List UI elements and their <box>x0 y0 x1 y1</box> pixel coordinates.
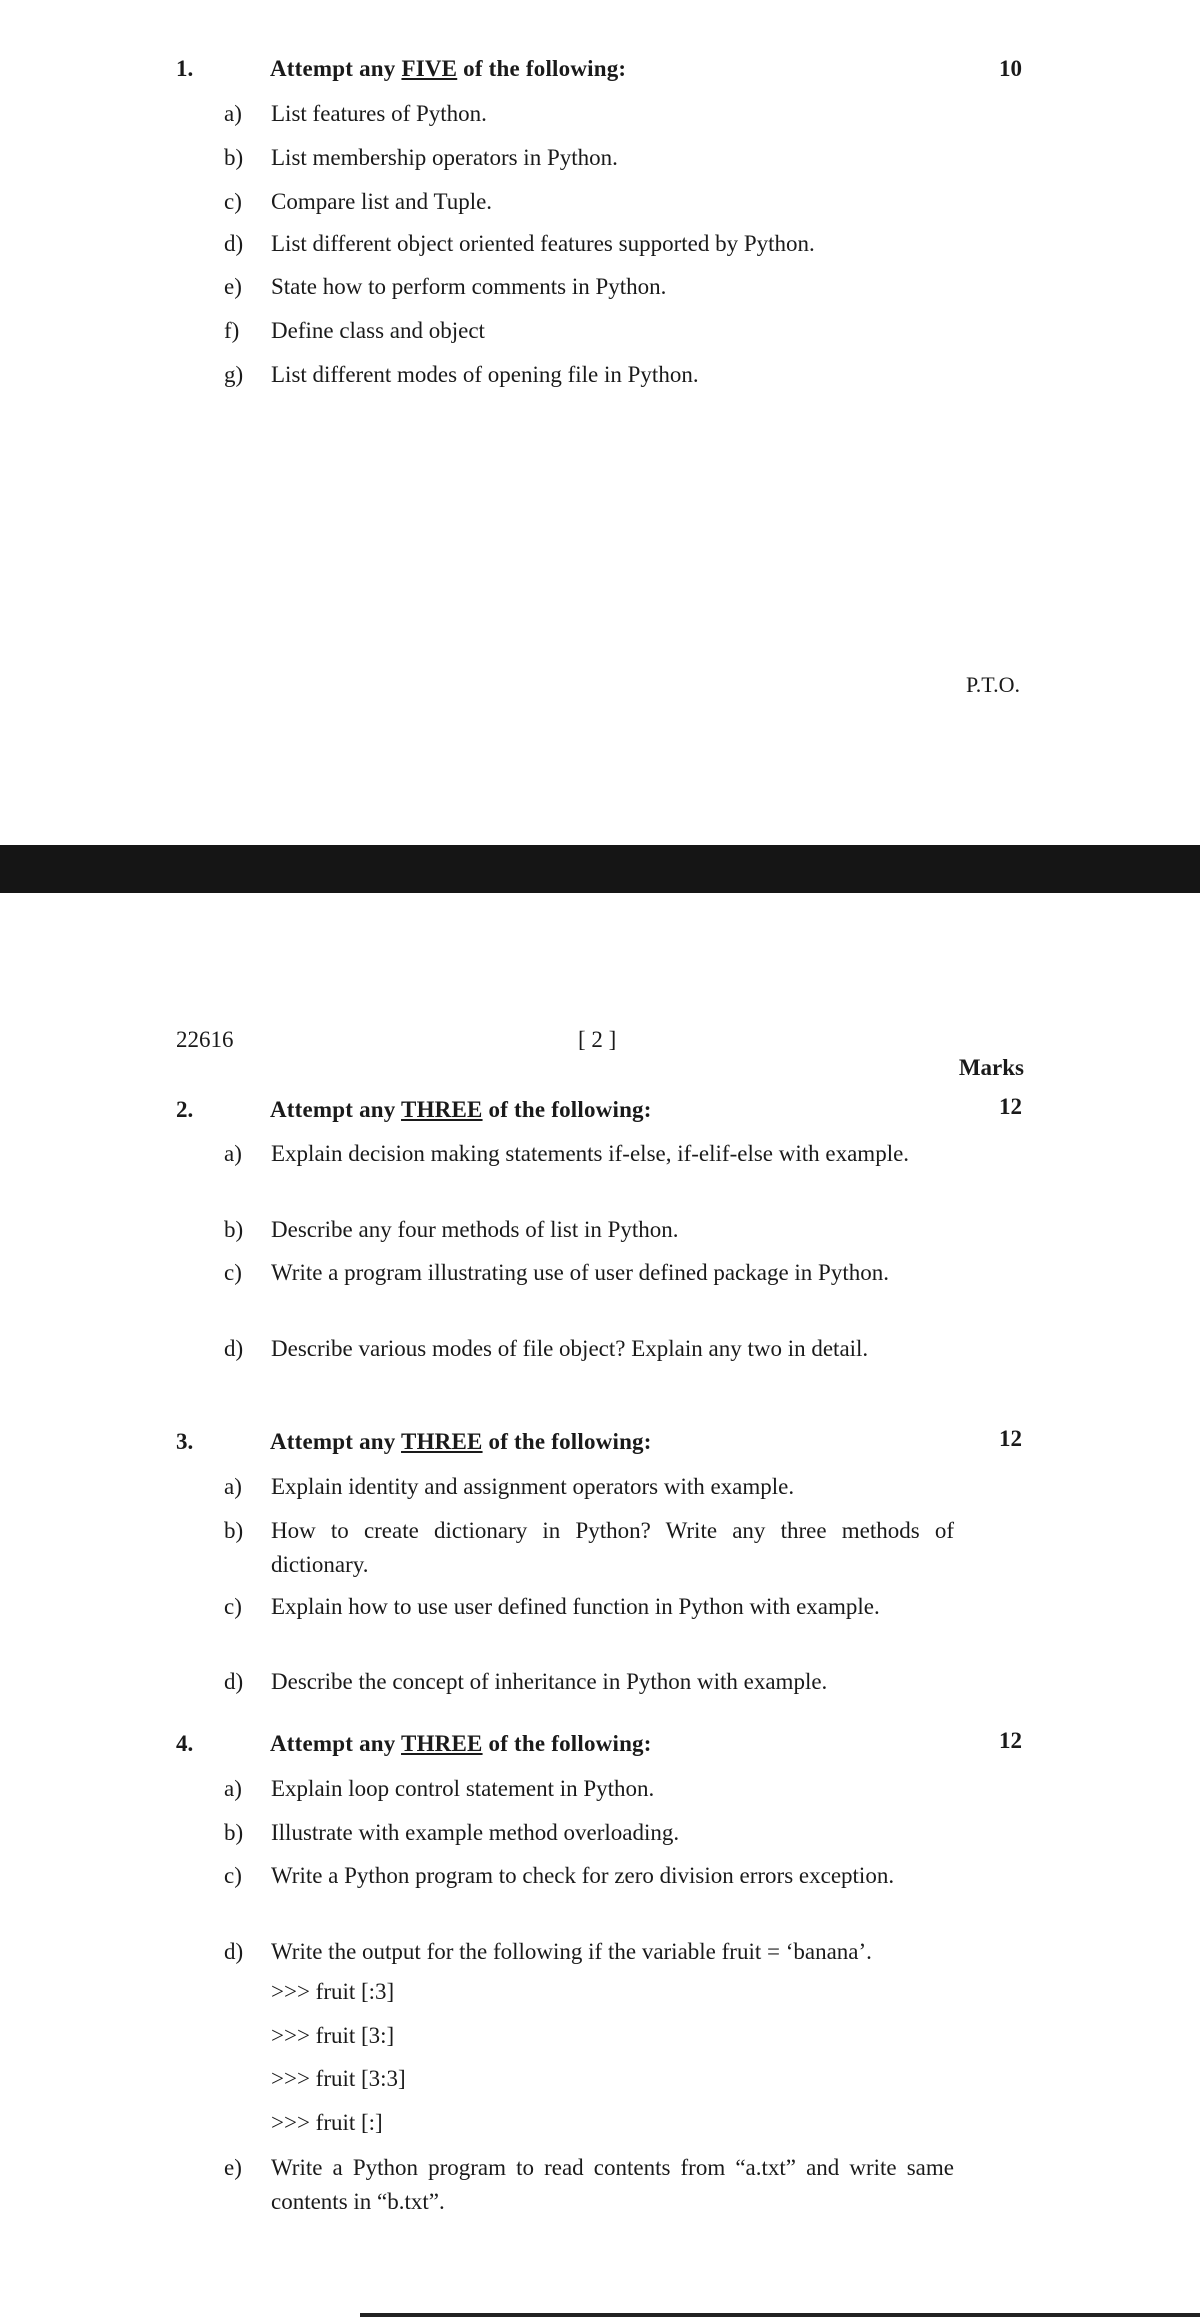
q1-item-label: e) <box>224 274 242 299</box>
q4-item-text: Write a Python program to read contents from “a.txt” and write same contents in “b.txt”. <box>271 2155 954 2214</box>
q4-item-text: Illustrate with example method overloading. <box>271 1820 680 1845</box>
code-line: >>> fruit [:] <box>271 2110 383 2135</box>
q2-item-text: Describe various modes of file object? Explain any two in detail. <box>271 1336 869 1361</box>
q1-item-label: b) <box>224 145 244 170</box>
heading-text: Attempt any <box>270 1731 402 1756</box>
pto-label: P.T.O. <box>966 672 1020 697</box>
q1-item-text: List different modes of opening file in Python. <box>271 362 699 387</box>
q1-item-text: List different object oriented features supported by Python. <box>271 231 815 256</box>
question-1-heading <box>270 56 626 82</box>
heading-text: of the following: <box>457 56 627 81</box>
code-line: >>> fruit [:3] <box>271 1979 395 2004</box>
q3-item-text: How to create dictionary in Python? Write any three methods of dictionary. <box>271 1518 954 1577</box>
q1-item-text: Compare list and Tuple. <box>271 189 493 214</box>
heading-text: of the following: <box>482 1097 652 1122</box>
code-line: >>> fruit [3:] <box>271 2023 395 2048</box>
code-line: >>> fruit [3:3] <box>271 2066 406 2091</box>
heading-keyword: THREE <box>401 1429 483 1454</box>
marks-column-label: Marks <box>958 1055 1024 1080</box>
q4-item-label: b) <box>224 1820 244 1845</box>
q1-item-text: List features of Python. <box>271 101 487 126</box>
heading-keyword: THREE <box>401 1731 483 1756</box>
q4-item-text: Explain loop control statement in Python. <box>271 1776 655 1801</box>
heading-text: Attempt any <box>270 56 402 81</box>
heading-text: Attempt any <box>270 1097 402 1122</box>
question-2-number: 2. <box>176 1097 194 1122</box>
q2-item-text: Describe any four methods of list in Python. <box>271 1217 679 1242</box>
q3-item-label: b) <box>224 1518 244 1543</box>
question-2-heading <box>270 1097 652 1123</box>
q1-item-text: State how to perform comments in Python. <box>271 274 667 299</box>
paper-code: 22616 <box>176 1027 234 1052</box>
page-number: [ 2 ] <box>578 1027 617 1052</box>
heading-keyword: THREE <box>401 1097 483 1122</box>
q1-item-label: d) <box>224 231 244 256</box>
question-1-marks: 10 <box>999 56 1022 81</box>
q2-item-label: a) <box>224 1141 242 1166</box>
page-separator-band <box>0 845 1200 893</box>
heading-text: Attempt any <box>270 1429 402 1454</box>
heading-text: of the following: <box>482 1731 652 1756</box>
question-4-marks: 12 <box>999 1728 1022 1753</box>
q4-item-label: d) <box>224 1939 244 1964</box>
heading-keyword: FIVE <box>401 56 458 81</box>
q3-item-label: a) <box>224 1474 242 1499</box>
q2-item-label: d) <box>224 1336 244 1361</box>
question-3-heading <box>270 1429 652 1455</box>
q3-item-label: c) <box>224 1594 242 1619</box>
q1-item-label: g) <box>224 362 244 387</box>
q4-item-label: e) <box>224 2155 242 2180</box>
q4-item-label: a) <box>224 1776 242 1801</box>
q2-item-text: Explain decision making statements if-else, if-elif-else with example. <box>271 1141 910 1166</box>
heading-text: of the following: <box>482 1429 652 1454</box>
bottom-rule <box>360 2313 1200 2317</box>
q3-item-text: Describe the concept of inheritance in Python with example. <box>271 1669 828 1694</box>
q3-item-label: d) <box>224 1669 244 1694</box>
q2-item-label: b) <box>224 1217 244 1242</box>
q3-item-text: Explain identity and assignment operators with example. <box>271 1474 795 1499</box>
question-3-marks: 12 <box>999 1426 1022 1451</box>
q4-item-text: Write the output for the following if the variable fruit = ‘banana’. <box>271 1939 872 1964</box>
q1-item-text: List membership operators in Python. <box>271 145 618 170</box>
question-3-number: 3. <box>176 1429 194 1454</box>
q1-item-label: f) <box>224 318 240 343</box>
q4-item-label: c) <box>224 1863 242 1888</box>
question-4-heading <box>270 1731 652 1757</box>
question-4-number: 4. <box>176 1731 194 1756</box>
q3-item-text: Explain how to use user defined function in Python with example. <box>271 1594 880 1619</box>
q1-item-label: c) <box>224 189 242 214</box>
question-2-marks: 12 <box>999 1094 1022 1119</box>
question-1-number: 1. <box>176 56 194 81</box>
q2-item-text: Write a program illustrating use of user defined package in Python. <box>271 1260 889 1285</box>
q4-item-text: Write a Python program to check for zero division errors exception. <box>271 1863 895 1888</box>
q1-item-text: Define class and object <box>271 318 485 343</box>
q2-item-label: c) <box>224 1260 242 1285</box>
q1-item-label: a) <box>224 101 242 126</box>
